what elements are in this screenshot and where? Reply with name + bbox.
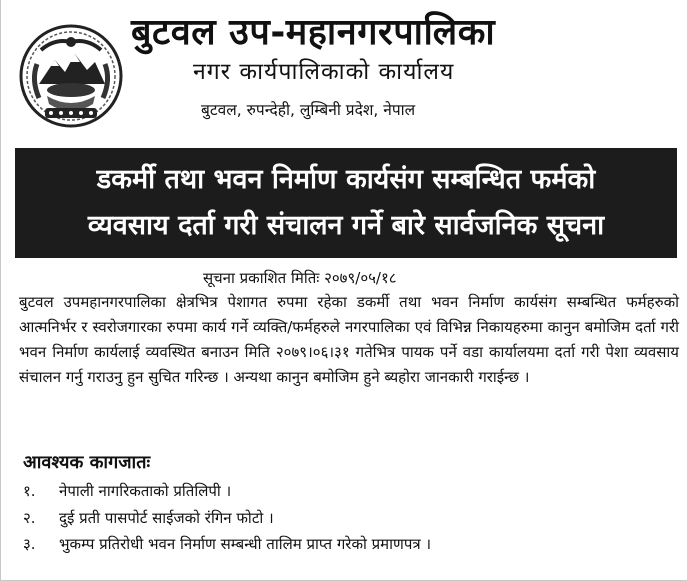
notice-banner [15, 148, 677, 258]
header [1, 0, 687, 140]
list-item-text: दुई प्रती पासपोर्ट साईजको रंगिन फोटो । [59, 508, 274, 527]
list-item-number: ३. [23, 535, 36, 553]
list-item-number: १. [23, 482, 36, 500]
list-item-number: २. [23, 508, 36, 527]
banner-line-1: डकर्मी तथा भवन निर्माण कार्यसंग सम्बन्धित फर्मको [96, 164, 596, 195]
office-subtitle: नगर कार्यपालिकाको कार्यालय [193, 59, 455, 85]
list-item [23, 505, 663, 532]
office-title: बुटवल उप-महानगरपालिका [131, 12, 496, 53]
requirements-list [23, 478, 663, 558]
list-item-text: भुकम्प प्रतिरोधी भवन निर्माण सम्बन्धी तालिम प्राप्त गरेको प्रमाणपत्र । [59, 535, 432, 553]
list-item [23, 478, 663, 505]
requirements-heading: आवश्यक कागजातः [23, 452, 151, 473]
office-address: बुटवल, रुपन्देही, लुम्बिनी प्रदेश, नेपाल [201, 101, 416, 119]
list-item [23, 531, 663, 558]
notice-body [19, 290, 679, 390]
banner-line-2: व्यवसाय दर्ता गरी संचालन गर्ने बारे सार्वजनिक सूचना [87, 210, 605, 241]
published-date: सूचना प्रकाशित मितिः २०७९/०५/१८ [203, 269, 397, 287]
notice-paragraph: बुटवल उपमहानगरपालिका क्षेत्रभित्र पेशागत रुपमा रहेका डकर्मी तथा भवन निर्माण कार्यसंग सम्बन्धित फर्महरुको आत्मनिर्भर र स्वरोजगारका रुपमा कार्य गर्ने व्यक्ति/फर्महरुले नगरपालिका एवं विभिन्न निकायहरुमा कानुन बमोजिम दर्ता गरी भवन निर्माण कार्यलाई व्यवस्थित बनाउन मिति २०७९।०६।३१ गतेभित्र पायक पर्ने वडा कार्यालयमा दर्ता गरी पेशा व्यवसाय संचालन गर्नु गराउनु हुन सुचित गरिन्छ । अन्यथा कानुन बमोजिम हुने ब्यहोरा जानकारी गराईन्छ । [19, 293, 679, 386]
list-item-text: नेपाली नागरिकताको प्रतिलिपी । [59, 482, 232, 500]
nepal-emblem-icon [15, 20, 127, 132]
